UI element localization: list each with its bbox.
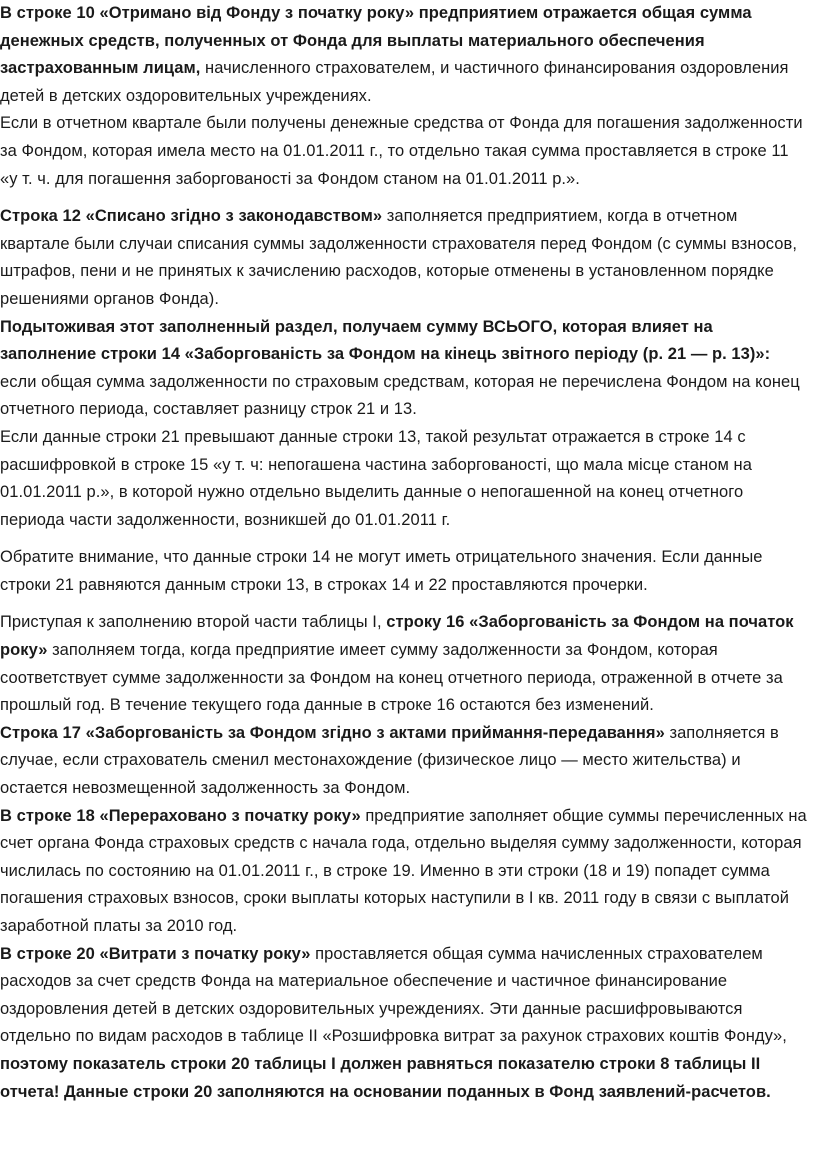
body-text: заполняем тогда, когда предприятие имеет сумму задолженности за Фондом, которая соответствует сумме задолженности за Фондом на конец отчетного периода, отраженной в отчете за прошлый год. В течение текущего года данные в строке 16 остаются без изменений. (0, 641, 783, 715)
paragraph-line-12 (0, 203, 810, 313)
paragraph-line-15 (0, 424, 810, 534)
paragraph-note-line-14 (0, 544, 810, 599)
body-text: заполняется в случае, если страхователь сменил местонахождение (физическое лицо — место жительства) и остается невозмещенной задолженность за Фондом. (0, 723, 779, 798)
paragraph-line-20 (0, 941, 810, 1107)
body-text: если общая сумма задолженности по страховым средствам, которая не перечислена Фондом на конец отчетного периода, составляет разницу строк 21 и 13. (0, 372, 800, 419)
body-text: Приступая к заполнению второй части таблицы I, (0, 613, 387, 632)
paragraph-line-11 (0, 110, 810, 193)
bold-text: В строке 18 «Перераховано з початку року» (0, 806, 361, 825)
paragraph-line-10 (0, 0, 810, 110)
body-text: Обратите внимание, что данные строки 14 не могут иметь отрицательного значения. Если данные строки 21 равняются данным строки 13, в строках 14 и 22 проставляются прочерки. (0, 548, 763, 594)
paragraph-total-line-14 (0, 314, 810, 424)
body-text: предприятие заполняет общие суммы перечисленных на счет органа Фонда страховых средств с начала года, отдельно выделяя сумму задолженности, которая числилась по состоянию на 01.01.2011 г., в строке 19. Именно в эти строки (18 и 19) попадет сумма погашения страховых взносов, сроки выплаты которых наступили в I кв. 2011 году в связи с выплатой заработной платы за 2010 год. (0, 806, 807, 935)
bold-text: строку 16 «Заборгованість за Фондом на початок року» (0, 613, 794, 660)
bold-text: Строка 17 «Заборгованість за Фондом згідно з актами приймання-передавання» (0, 723, 665, 742)
paragraph-line-17 (0, 720, 810, 803)
body-text: начисленного страхователем, и частичного финансирования оздоровления детей в детских оздоровительных учреждениях. (0, 59, 789, 105)
bold-text: Строка 12 «Списано згідно з законодавством» (0, 207, 383, 226)
bold-text: В строке 20 «Витрати з початку року» (0, 944, 311, 963)
bold-text: поэтому показатель строки 20 таблицы I должен равняться показателю строки 8 таблицы II отчета! Данные строки 20 заполняются на основании поданных в Фонд заявлений-расчетов. (0, 1054, 771, 1101)
paragraph-line-16 (0, 609, 810, 719)
body-text: Если в отчетном квартале были получены денежные средства от Фонда для погашения задолженности за Фондом, которая имела место на 01.01.2011 г., то отдельно такая сумма проставляется в строке 11 «у т. ч. для погашення заборгованості за Фондом станом на 01.01.2011 р.». (0, 114, 803, 188)
paragraph-line-18 (0, 803, 810, 941)
bold-text: В строке 10 «Отримано від Фонду з початку року» предприятием отражается общая сумма денежных средств, полученных от Фонда для выплаты материального обеспечения застрахованным лицам, (0, 4, 752, 78)
body-text: Если данные строки 21 превышают данные строки 13, такой результат отражается в строке 14 с расшифровкой в строке 15 «у т. ч: непогашена частина заборгованості, що мала місце станом на 01.01.2011 р.», в которой нужно отдельно выделить данные о непогашенной на конец отчетного периода части задолженности, возникшей до 01.01.2011 г. (0, 427, 752, 529)
body-text: заполняется предприятием, когда в отчетном квартале были случаи списания суммы задолженности страхователя перед Фондом (с суммы взносов, штрафов, пени и не принятых к зачислению расходов, которые отменены в установленном порядке решениями органов Фонда). (0, 207, 797, 308)
bold-text: Подытоживая этот заполненный раздел, получаем сумму ВСЬОГО, которая влияет на заполнение строки 14 «Заборгованість за Фондом на кінець звітного періоду (р. 21 — р. 13)»: (0, 317, 771, 364)
body-text: проставляется общая сумма начисленных страхователем расходов за счет средств Фонда на материальное обеспечение и частичное финансирование оздоровления детей в детских оздоровительных учреждениях. Эти данные расшифровываются отдельно по видам расходов в таблице II «Розшифровка витрат за рахунок страхових коштів Фонду», (0, 944, 787, 1046)
